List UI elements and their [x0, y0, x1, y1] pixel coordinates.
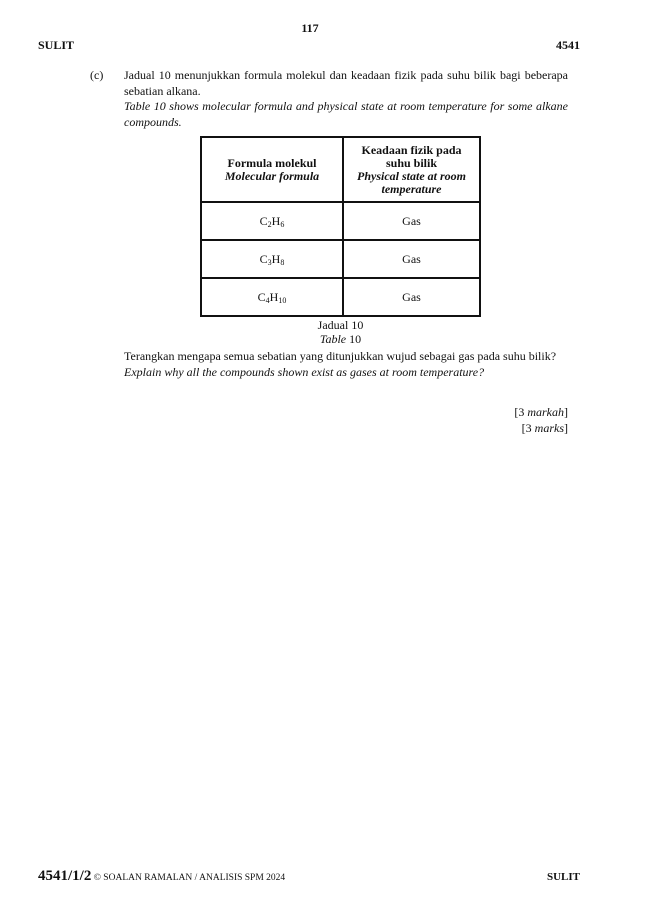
alkane-table — [200, 136, 481, 317]
carbon-count: 2 — [267, 219, 272, 229]
marks-english-open: [3 — [521, 420, 535, 435]
header-physical-state — [343, 137, 480, 202]
footer — [38, 868, 285, 885]
marks-malay-close: ] — [564, 405, 568, 419]
formula-cell: $C_4H_{10}$ — [201, 278, 343, 316]
header-molecular-formula — [201, 137, 343, 202]
marks-english-close: ] — [564, 420, 568, 435]
formula-cell: $C_3H_8$ — [201, 240, 343, 278]
carbon-count: 4 — [265, 295, 270, 305]
intro-malay: Jadual 10 menunjukkan formula molekul dan keadaan fizik pada suhu bilik bagi beberapa sebatian alkana. — [124, 68, 568, 98]
table-row — [201, 240, 480, 278]
header-col1-malay: Formula molekul — [227, 155, 317, 170]
caption-malay: Jadual 10 — [317, 318, 364, 332]
formula-cell: $C_2H_6$ — [201, 202, 343, 240]
state-cell: Gas — [343, 278, 480, 316]
page-number: 117 — [301, 21, 319, 35]
intro-english: Table 10 shows molecular formula and physical state at room temperature for some alkane compounds. — [124, 99, 568, 129]
marks-english-word: marks — [534, 420, 564, 435]
question-prompt — [124, 349, 568, 380]
question-label: (c) — [90, 68, 104, 82]
caption-english-word: Table — [319, 331, 347, 346]
table-row — [201, 202, 480, 240]
state-cell: Gas — [343, 202, 480, 240]
hydrogen-count: 10 — [278, 295, 287, 305]
prompt-malay: Terangkan mengapa semua sebatian yang ditunjukkan wujud sebagai gas pada suhu bilik? — [124, 349, 557, 363]
caption-english — [200, 333, 481, 347]
question-intro — [124, 68, 568, 130]
marks-malay-word: markah — [527, 405, 564, 419]
marks-malay — [514, 405, 568, 421]
header-col1-english: Molecular formula — [224, 168, 320, 183]
caption-english-number: 10 — [346, 331, 362, 346]
header-sulit: SULIT — [38, 38, 75, 52]
header-col2-english: Physical state at room temperature — [357, 168, 466, 196]
marks-allocation — [514, 405, 568, 436]
header-paper-code: 4541 — [556, 38, 580, 52]
prompt-english: Explain why all the compounds shown exist as gases at room temperature? — [124, 364, 485, 379]
footer-copyright: © SOALAN RAMALAN / ANALISIS SPM 2024 — [91, 873, 286, 883]
header-col2-malay: Keadaan fizik pada suhu bilik — [361, 142, 462, 170]
table-row — [201, 278, 480, 316]
marks-english — [514, 421, 568, 437]
state-cell: Gas — [343, 240, 480, 278]
footer-paper-code: 4541/1/2 — [38, 868, 92, 884]
marks-malay-open: [3 — [514, 405, 528, 419]
table-header-row — [201, 137, 480, 202]
hydrogen-count: 8 — [280, 257, 285, 267]
carbon-count: 3 — [267, 257, 272, 267]
hydrogen-count: 6 — [280, 219, 285, 229]
footer-sulit: SULIT — [546, 871, 580, 883]
table-caption — [200, 319, 481, 346]
